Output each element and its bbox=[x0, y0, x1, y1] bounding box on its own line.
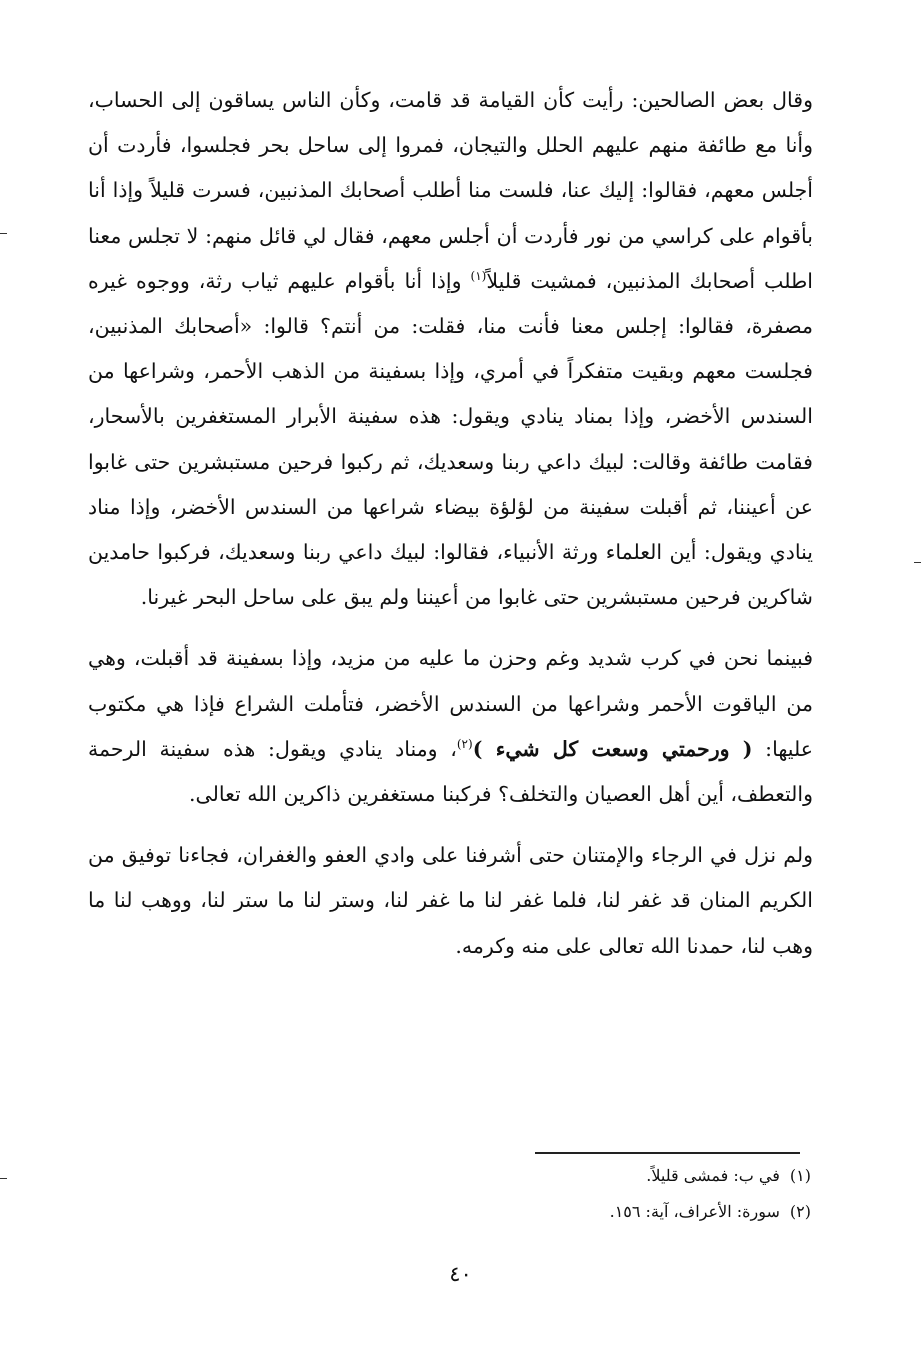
text-line: فجلسوا، فأردت أن أجلس معهم، فقالوا: إليك عنا، فلست منا أطلب bbox=[88, 133, 813, 203]
text-line: الشراع فإذا هي مكتوب عليها: bbox=[88, 691, 813, 761]
footnote-text: سورة: الأعراف، آية: ١٥٦. bbox=[609, 1202, 780, 1221]
footnotes bbox=[411, 1158, 811, 1230]
quran-quote: ( ورحمتي وسعت كل شيء ) bbox=[472, 736, 753, 761]
footnote-item bbox=[411, 1194, 811, 1230]
text-line: غابوا من أعيننا ولم يبق على ساحل البحر غيرنا. bbox=[140, 585, 538, 610]
text-line: السندس الأخضر، وإذا بمناد ينادي ويقول: هذه سفينة الأبرار المستغفرين bbox=[175, 404, 813, 429]
text-line: معهم وبقيت متفكراً في أمري، وإذا بسفينة من الذهب الأحمر، وشراعها من bbox=[88, 359, 737, 384]
main-text bbox=[88, 78, 813, 969]
footnote-number: (٢) bbox=[789, 1202, 811, 1221]
text-line: الحساب، وأنا مع طائفة منهم عليهم الحلل والتيجان، فمروا إلى ساحل بحر bbox=[88, 88, 813, 158]
scan-edge-mark bbox=[0, 233, 7, 234]
page-number: ٤٠ bbox=[449, 1262, 472, 1286]
paragraph-1 bbox=[88, 78, 813, 620]
text-line: أصحابك المذنبين، فسرت قليلاً وإذا أنا بأقوام على كراسي من نور فأردت أن bbox=[88, 178, 813, 248]
text-line: بالأسحار، فقامت طائفة وقالت: لبيك داعي ربنا وسعديك، ثم ركبوا فرحين bbox=[88, 404, 813, 474]
footnote-number: (١) bbox=[789, 1166, 811, 1185]
text-line: مستبشرين حتى غابوا عن أعيننا، ثم أقبلت سفينة من لؤلؤة بيضاء شراعها من bbox=[88, 449, 813, 519]
text-line: لنا، ووهب لنا ما وهب لنا، حمدنا الله تعالى على منه وكرمه. bbox=[88, 888, 813, 958]
text-line: توفيق من الكريم المنان قد غفر لنا، فلما غفر لنا ما غفر لنا، وستر لنا ما ستر bbox=[88, 843, 813, 913]
text-line: مستغفرين ذاكرين الله تعالى. bbox=[189, 782, 436, 807]
paragraph-3 bbox=[88, 833, 813, 969]
text-line: لبيك داعي ربنا وسعديك، فركبوا حامدين شاكرين فرحين مستبشرين حتى bbox=[88, 540, 813, 610]
text-line: فبينما نحن في كرب شديد وغم وحزن ما عليه من مزيد، وإذا بسفينة قد bbox=[197, 646, 813, 671]
footnote-text: في ب: فمشى قليلاً. bbox=[646, 1166, 780, 1185]
text-line: ، ومناد ينادي bbox=[339, 736, 457, 761]
text-line: أجلس معهم، فقال لي قائل منهم: لا تجلس معنا اطلب أصحابك المذنبين، bbox=[88, 223, 813, 293]
text-line: السندس الأخضر، وإذا مناد ينادي ويقول: أين العلماء ورثة الأنبياء، فقالوا: bbox=[88, 494, 813, 565]
footnote-divider bbox=[535, 1152, 800, 1154]
footnote-marker: (١) bbox=[470, 268, 487, 283]
text-line: فمشيت قليلاً bbox=[486, 268, 597, 293]
footnote-item bbox=[411, 1158, 811, 1194]
footnote-marker: (٢) bbox=[456, 737, 473, 752]
text-line: ويقول: هذه سفينة الرحمة والتعطف، أين أهل العصيان والتخلف؟ فركبنا bbox=[88, 736, 813, 807]
text-line: وإذا أنا بأقوام عليهم ثياب رثة، ووجوه غيره مصفرة، فقالوا: bbox=[88, 268, 813, 339]
scan-edge-mark bbox=[0, 1178, 7, 1179]
text-line: وقال بعض الصالحين: رأيت كأن القيامة قد قامت، وكأن الناس يساقون إلى bbox=[171, 88, 813, 112]
text-line: أقبلت، وهي من الياقوت الأحمر وشراعها من السندس الأخضر، فتأملت bbox=[88, 646, 813, 716]
scan-edge-mark bbox=[914, 562, 921, 563]
paragraph-2 bbox=[88, 636, 813, 817]
text-line: ولم نزل في الرجاء والإمتنان حتى أشرفنا على وادي العفو والغفران، فجاءنا bbox=[178, 843, 813, 868]
text-line: إجلس معنا فأنت منا، فقلت: من أنتم؟ قالوا: «أصحابك المذنبين، فجلست bbox=[88, 314, 813, 384]
